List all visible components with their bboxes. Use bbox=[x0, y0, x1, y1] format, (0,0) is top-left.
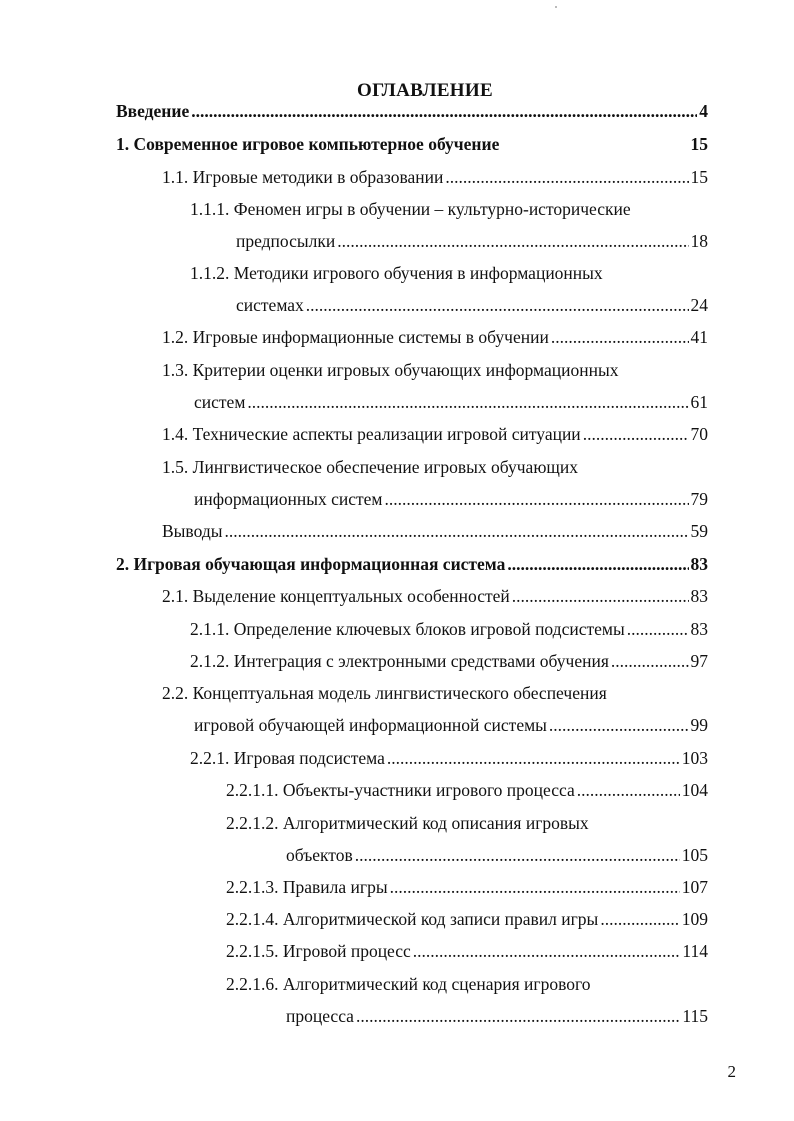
toc-entry-title[interactable]: 2.2.1.2. Алгоритмический код описания игровых bbox=[226, 813, 589, 833]
toc-entry[interactable]: 2.1.2. Интеграция с электронными средствами обучения ..... 97 bbox=[190, 649, 708, 673]
toc-entry[interactable]: 2.1. Выделение концептуальных особенностей ..... 83 bbox=[162, 584, 708, 608]
toc-entry-continuation[interactable]: предпосылки ..... 18 bbox=[236, 229, 708, 253]
toc-entry[interactable]: 2.2.1.3. Правила игры ..... 107 bbox=[226, 875, 708, 899]
toc-entry-title[interactable]: 2.2.1.6. Алгоритмический код сценария игрового bbox=[226, 974, 591, 994]
toc-entry-continuation[interactable]: систем ..... 61 bbox=[194, 390, 708, 414]
toc-entry[interactable]: 1.1. Игровые методики в образовании ..... 15 bbox=[162, 165, 708, 189]
toc-entry-title[interactable]: 1.1.1. Феномен игры в обучении – культурно-исторические bbox=[190, 199, 631, 219]
toc-entry-continuation[interactable]: системах ..... 24 bbox=[236, 293, 708, 317]
toc-entry[interactable]: Выводы ..... 59 bbox=[162, 519, 708, 543]
toc-entry[interactable]: 1.4. Технические аспекты реализации игровой ситуации ..... 70 bbox=[162, 422, 708, 446]
page-title: ОГЛАВЛЕНИЕ bbox=[357, 80, 493, 101]
toc-entry[interactable]: Введение ..... 4 bbox=[116, 99, 708, 123]
toc-entry-title[interactable]: 1.3. Критерии оценки игровых обучающих информационных bbox=[162, 360, 619, 380]
toc-entry[interactable]: 2.2.1.4. Алгоритмической код записи правил игры ..... 109 bbox=[226, 907, 708, 931]
toc-entry[interactable]: 2.2.1. Игровая подсистема ..... 103 bbox=[190, 746, 708, 770]
toc-entry[interactable]: 2.1.1. Определение ключевых блоков игровой подсистемы ..... 83 bbox=[190, 617, 708, 641]
toc-entry[interactable]: 1.2. Игровые информационные системы в обучении ..... 41 bbox=[162, 325, 708, 349]
toc-chapter[interactable]: 1. Современное игровое компьютерное обучение 15 bbox=[116, 134, 708, 154]
toc-entry-continuation[interactable]: игровой обучающей информационной системы ..... 99 bbox=[194, 713, 708, 737]
toc-entry-title[interactable]: 2.2. Концептуальная модель лингвистического обеспечения bbox=[162, 683, 607, 703]
toc-entry-continuation[interactable]: объектов ..... 105 bbox=[286, 843, 708, 867]
page-number: 2 bbox=[727, 1062, 736, 1081]
toc-entry-title[interactable]: 1.1.2. Методики игрового обучения в информационных bbox=[190, 263, 603, 283]
toc-entry-title[interactable]: 1.5. Лингвистическое обеспечение игровых обучающих bbox=[162, 457, 578, 477]
toc-entry[interactable]: 2.2.1.1. Объекты-участники игрового процесса ..... 104 bbox=[226, 778, 708, 802]
toc-entry[interactable]: 2.2.1.5. Игровой процесс ..... 114 bbox=[226, 939, 708, 963]
toc-chapter[interactable]: 2. Игровая обучающая информационная система ..... 83 bbox=[116, 552, 708, 576]
toc-entry-continuation[interactable]: процесса ..... 115 bbox=[286, 1004, 708, 1028]
toc-entry-continuation[interactable]: информационных систем ..... 79 bbox=[194, 487, 708, 511]
